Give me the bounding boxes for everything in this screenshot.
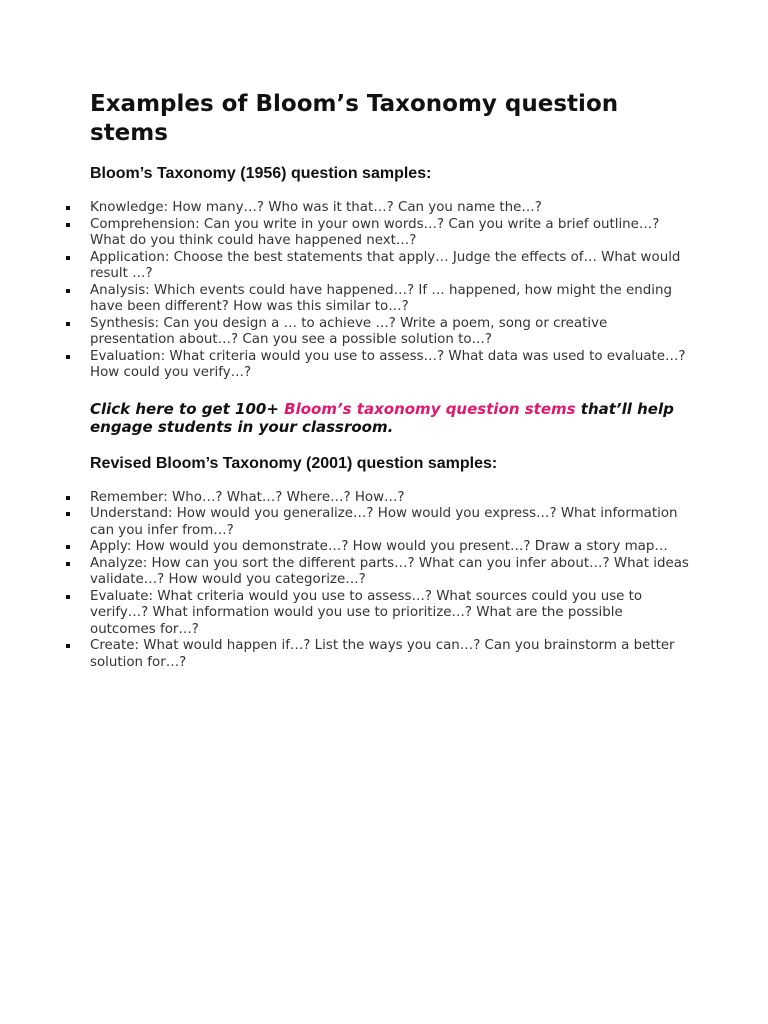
list-item: [90, 589, 690, 639]
question-list-1956: [90, 200, 690, 382]
list-item-text: Understand: How would you generalize…? How would you express…? What information can you infer from…?: [90, 506, 678, 538]
list-item-text: Create: What would happen if…? List the ways you can…? Can you brainstorm a better solution for…?: [90, 638, 675, 670]
list-item-text: Synthesis: Can you design a … to achieve …? Write a poem, song or creative presentation about…? Can you see a possible solution to…?: [90, 315, 608, 347]
square-bullet-icon: [66, 206, 70, 210]
list-item-text: Remember: Who…? What…? Where…? How…?: [90, 489, 405, 505]
square-bullet-icon: [66, 322, 70, 326]
list-item: [90, 200, 690, 217]
section-heading-1956: Bloom’s Taxonomy (1956) question samples:: [90, 165, 432, 182]
list-item-text: Application: Choose the best statements that apply… Judge the effects of… What would result …?: [90, 249, 681, 281]
list-item: [90, 349, 690, 382]
square-bullet-icon: [66, 512, 70, 516]
call-to-action: [90, 400, 690, 436]
list-item-text: Knowledge: How many…? Who was it that…? Can you name the…?: [90, 200, 542, 215]
section-heading-2001: Revised Bloom’s Taxonomy (2001) question samples:: [90, 454, 498, 472]
square-bullet-icon: [66, 496, 70, 500]
list-item: [90, 539, 690, 556]
list-item-text: Analyze: How can you sort the different parts…? What can you infer about…? What ideas validate…? How would you categorize…?: [90, 555, 689, 587]
page-title: Examples of Bloom’s Taxonomy question stems: [90, 91, 619, 146]
question-stems-link[interactable]: Bloom’s taxonomy question stems: [284, 399, 576, 418]
document-content: [90, 90, 690, 671]
list-item-text: Comprehension: Can you write in your own words…? Can you write a brief outline…? What do you think could have happened next…?: [90, 216, 660, 248]
list-item: [90, 217, 690, 250]
list-item: [90, 250, 690, 283]
question-list-2001: [90, 490, 690, 672]
square-bullet-icon: [66, 644, 70, 648]
cta-text-after: that’ll help engage students in your classroom.: [90, 399, 674, 436]
square-bullet-icon: [66, 545, 70, 549]
list-item: [90, 283, 690, 316]
list-item-text: Apply: How would you demonstrate…? How would you present…? Draw a story map…: [90, 539, 668, 554]
list-item-text: Evaluate: What criteria would you use to assess…? What sources could you use to verify…? What information would you use to prioritize…? What are the possible outcomes for…?: [90, 588, 643, 637]
list-item: [90, 556, 690, 589]
list-item-text: Evaluation: What criteria would you use to assess…? What data was used to evaluate…? How could you verify…?: [90, 348, 686, 380]
list-item: [90, 506, 690, 539]
square-bullet-icon: [66, 595, 70, 599]
square-bullet-icon: [66, 355, 70, 359]
square-bullet-icon: [66, 562, 70, 566]
list-item-text: Analysis: Which events could have happened…? If … happened, how might the ending have been different? How was this similar to…?: [90, 282, 672, 314]
list-item: [90, 490, 690, 507]
square-bullet-icon: [66, 289, 70, 293]
list-item: [90, 316, 690, 349]
list-item: [90, 638, 690, 671]
square-bullet-icon: [66, 223, 70, 227]
cta-text-before: Click here to get 100+: [90, 399, 285, 418]
square-bullet-icon: [66, 256, 70, 260]
